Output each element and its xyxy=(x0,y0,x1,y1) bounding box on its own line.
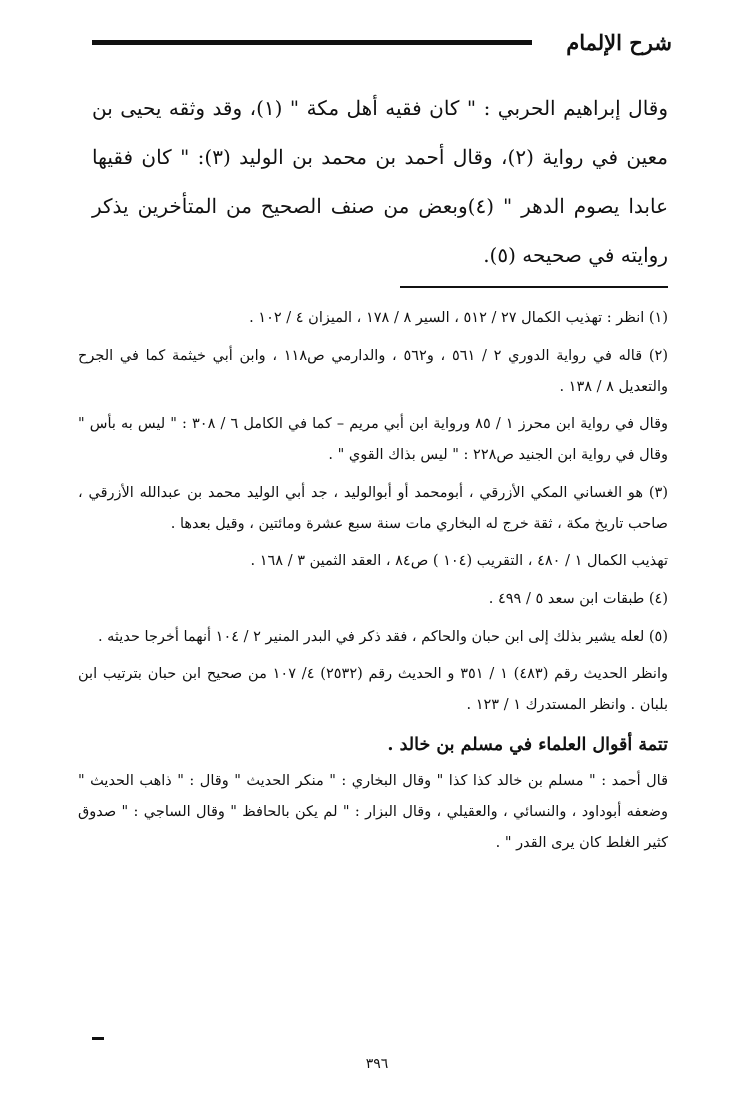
footnotes-section xyxy=(78,303,668,866)
addendum-heading: تتمة أقوال العلماء في مسلم بن خالد . xyxy=(387,735,668,755)
page-header xyxy=(92,28,672,62)
footnote-2-continuation: وقال في رواية ابن محرز ١ / ٨٥ ورواية ابن أبي مريم – كما في الكامل ٦ / ٣٠٨ : " ليس به بأس " وقال في رواية ابن الجنيد ص٢٢٨ : " ليس بذاك القوي " . xyxy=(78,416,669,463)
footnote-3: (٣) هو الغساني المكي الأزرقي ، أبومحمد أو أبوالوليد ، جد أبي الوليد محمد بن عبدالله الأزرقي ، صاحب تاريخ مكة ، ثقة خرج له البخاري مات سنة سبع عشرة ومائتين ، وقيل بعدها . xyxy=(78,485,668,532)
header-rule xyxy=(92,40,532,45)
main-text xyxy=(92,84,668,280)
footnote-5-continuation: وانظر الحديث رقم (٤٨٣) ١ / ٣٥١ و الحديث رقم (٢٥٣٢) ٤/ ١٠٧ من صحيح ابن حبان بترتيب ابن بلبان . وانظر المستدرك ١ / ١٢٣ . xyxy=(78,666,668,713)
continuation-mark xyxy=(92,1037,104,1040)
footnote-3-references: تهذيب الكمال ١ / ٤٨٠ ، التقريب (١٠٤ ) ص٨٤ ، العقد الثمين ٣ / ١٦٨ . xyxy=(250,553,668,569)
footnote-2: (٢) قاله في رواية الدوري ٢ / ٥٦١ ، و٥٦٢ ، والدارمي ص١١٨ ، وابن أبي خيثمة كما في الجرح والتعديل ٨ / ١٣٨ . xyxy=(78,348,668,395)
running-title: شرح الإلمام xyxy=(566,30,672,55)
footnote-1: (١) انظر : تهذيب الكمال ٢٧ / ٥١٢ ، السير ٨ / ١٧٨ ، الميزان ٤ / ١٠٢ . xyxy=(249,310,668,326)
addendum-text: قال أحمد : " مسلم بن خالد كذا كذا " وقال البخاري : " منكر الحديث " وقال : " ذاهب الحديث " وضعفه أبوداود ، والنسائي ، والعقيلي ، وقال البزار : " لم يكن بالحافظ " وقال الساجي : " صدوق كثير الغلط كان يرى القدر " . xyxy=(78,773,668,851)
footnote-separator xyxy=(400,286,668,288)
page-number: ٣٩٦ xyxy=(365,1056,389,1072)
main-paragraph: وقال إبراهيم الحربي : " كان فقيه أهل مكة " (١)، وقد وثقه يحيى بن معين في رواية (٢)، وقال أحمد بن محمد بن الوليد (٣): " كان فقيها عابدا يصوم الدهر " (٤)وبعض من صنف الصحيح من المتأخرين يذكر روايته في صحيحه (٥). xyxy=(92,96,669,267)
footnote-5: (٥) لعله يشير بذلك إلى ابن حبان والحاكم ، فقد ذكر في البدر المنير ٢ / ١٠٤ أنهما أخرجا حديثه . xyxy=(97,629,668,645)
footnote-4: (٤) طبقات ابن سعد ٥ / ٤٩٩ . xyxy=(488,591,668,607)
